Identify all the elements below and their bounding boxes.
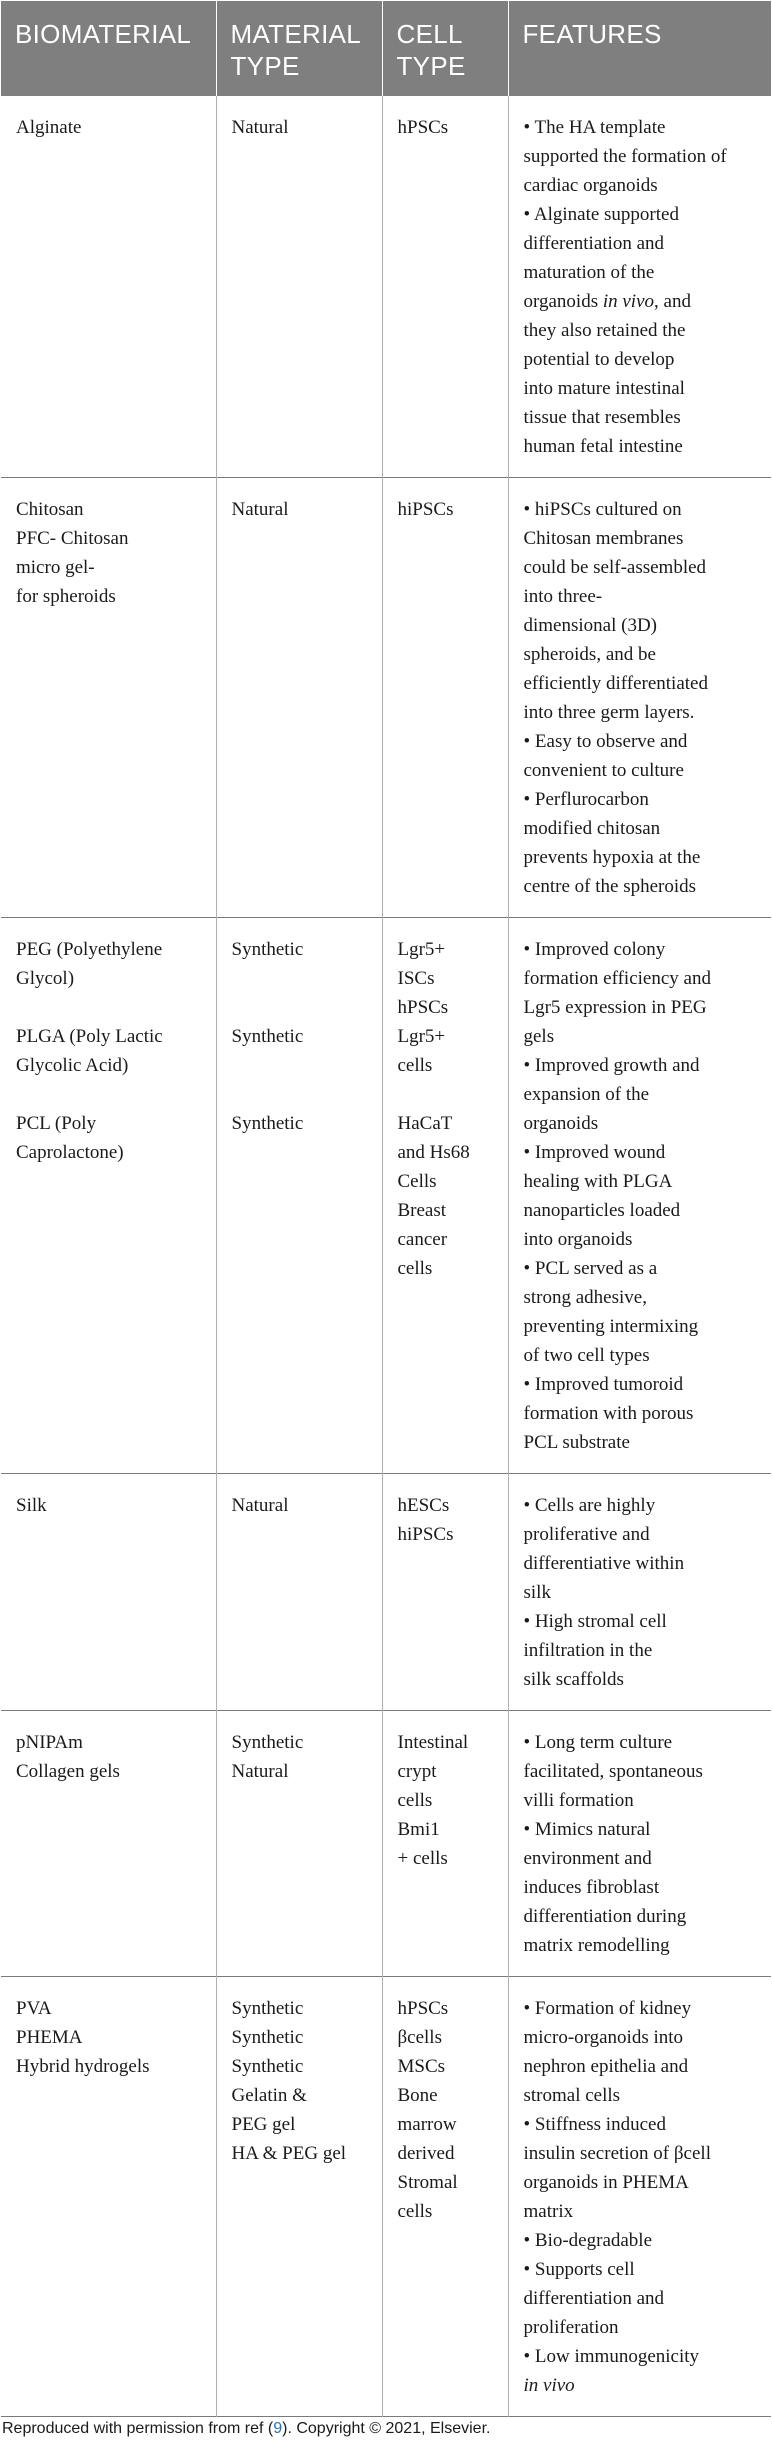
cell-text-line: • High stromal cell [523,1611,667,1632]
cell-text-line: HA & PEG gel [231,2143,347,2164]
table-row [1,1474,771,1711]
features-cell [508,1711,771,1977]
cell-text-line: gels [523,1026,555,1047]
cell-text-line: HaCaT [397,1113,453,1134]
cell-text-line: Alginate [16,117,82,138]
cell-text-line: • PCL served as a [523,1258,658,1279]
cell-text-line: supported the formation of [523,146,727,167]
line-spacer [16,1080,204,1109]
features-cell [508,1474,771,1711]
cell-text-line: maturation of the [523,262,655,283]
cell-text-line: silk scaffolds [523,1669,624,1690]
biomaterial-cell [1,478,216,918]
cell-text-line: • Easy to observe and [523,731,688,752]
cell-text-line: centre of the spheroids [523,876,697,897]
header-line: CELL [396,19,463,49]
material-type-cell [216,478,382,918]
cell-text-line: cells [397,2201,433,2222]
cell-type-cell [382,1711,508,1977]
cell-text-line: hPSCs [397,1998,449,2019]
cell-text-line: cancer [397,1229,448,1250]
cell-text-line: formation with porous [523,1403,694,1424]
header-line: TYPE [396,51,466,81]
line-spacer [16,993,204,1022]
material-type-cell [216,1474,382,1711]
cell-text-line: marrow [397,2114,457,2135]
cell-text-line: Natural [231,1495,289,1516]
material-type-cell [216,96,382,478]
cell-type-cell [382,96,508,478]
cell-text-line: healing with PLGA [523,1171,673,1192]
cell-text-line: • Formation of kidney [523,1998,692,2019]
cell-text-line: Lgr5+ [397,939,446,960]
biomaterial-cell [1,1977,216,2417]
cell-text-line: organoids in PHEMA [523,2172,689,2193]
cell-text-line: PVA [16,1998,52,2019]
table-caption [2,2418,490,2440]
biomaterial-cell [1,1474,216,1711]
material-type-cell [216,1977,382,2417]
cell-text-line: spheroids, and be [523,644,656,665]
cell-text-line: Lgr5 expression in PEG [523,997,707,1018]
cell-text-line: and Hs68 [397,1142,470,1163]
cell-text-line: cells [397,1258,433,1279]
cell-text-line: tissue that resembles [523,407,681,428]
cell-text-line: PEG (Polyethylene [16,939,163,960]
cell-text-line: insulin secretion of βcell [523,2143,711,2164]
cell-text-line: micro gel- [16,557,95,578]
cell-text-line: • Improved colony [523,939,666,960]
cell-text-line: Stromal [397,2172,458,2193]
cell-text-line: PEG gel [231,2114,296,2135]
cell-text-line: prevents hypoxia at the [523,847,701,868]
cell-text-line: • The HA template [523,117,666,138]
cell-text-line: hESCs [397,1495,450,1516]
cell-text-line: • hiPSCs cultured on [523,499,682,520]
cell-text-line: in vivo [523,2375,575,2396]
cell-text-line: Caprolactone) [16,1142,124,1163]
cell-text-line: pNIPAm [16,1732,83,1753]
caption-text-before: Reproduced with permission from ref ( [2,2420,274,2437]
cell-text-line: • Supports cell [523,2259,635,2280]
biomaterial-cell [1,96,216,478]
cell-text-line: modified chitosan [523,818,661,839]
table-row [1,1711,771,1977]
cell-text-line: Natural [231,499,289,520]
cell-text-line: for spheroids [16,586,116,607]
cell-text-line: Cells [397,1171,437,1192]
cell-text-line: βcells [397,2027,442,2048]
features-cell [508,1977,771,2417]
cell-text-line: Synthetic [231,1026,304,1047]
line-spacer [398,1080,496,1109]
cell-text-line: + cells [397,1848,448,1869]
cell-text-line: Synthetic [231,939,304,960]
cell-text-line: nephron epithelia and [523,2056,689,2077]
cell-text-line: Natural [231,1761,289,1782]
material-type-cell [216,1711,382,1977]
biomaterials-table-container [1,1,771,2417]
table-row [1,1977,771,2417]
cell-text-line: cells [397,1055,433,1076]
cell-text-line: Synthetic [231,1998,304,2019]
cell-text-line: • Bio-degradable [523,2230,653,2251]
cell-text-line: cells [397,1790,433,1811]
cell-text-line: into three- [523,586,603,607]
cell-text-line: human fetal intestine [523,436,683,457]
cell-text-line: crypt [397,1761,437,1782]
cell-text-line: Intestinal [397,1732,469,1753]
cell-text-line: villi formation [523,1790,634,1811]
cell-text-line: matrix [523,2201,574,2222]
cell-text-line: Bmi1 [397,1819,440,1840]
cell-text-line: proliferation [523,2317,619,2338]
cell-text-line: differentiation and [523,2288,665,2309]
header-line: BIOMATERIAL [15,19,192,49]
line-spacer [232,964,370,993]
features-cell [508,96,771,478]
cell-text-line: stromal cells [523,2085,621,2106]
cell-text-line: • Perflurocarbon [523,789,649,810]
cell-text-line: hPSCs [397,997,449,1018]
cell-text-line: convenient to culture [523,760,684,781]
cell-text-line: preventing intermixing [523,1316,699,1337]
cell-text-line: Breast [397,1200,447,1221]
biomaterial-cell [1,1711,216,1977]
header-row [1,1,771,96]
cell-text-line: proliferative and [523,1524,650,1545]
biomaterials-table [1,1,771,2417]
features-cell [508,478,771,918]
header-biomaterial [1,1,216,96]
line-spacer [232,993,370,1022]
cell-text-line: • Stiffness induced [523,2114,666,2135]
cell-text-line: Chitosan [16,499,84,520]
cell-text-line: PCL substrate [523,1432,630,1453]
cell-text-line: hiPSCs [397,1524,454,1545]
reference-link[interactable]: 9 [273,2420,283,2437]
cell-text-line: Gelatin & [231,2085,307,2106]
cell-text-line: dimensional (3D) [523,615,658,636]
cell-text-line: MSCs [397,2056,446,2077]
table-body [1,96,771,2417]
material-type-cell [216,918,382,1474]
cell-text-line: Glycol) [16,968,75,989]
cell-text-line: differentiation during [523,1906,687,1927]
cell-text-line: PCL (Poly [16,1113,97,1134]
cell-text-line: into mature intestinal [523,378,685,399]
cell-text-line: cardiac organoids [523,175,658,196]
cell-text-line: nanoparticles loaded [523,1200,681,1221]
cell-text-line: differentiation and [523,233,665,254]
cell-type-cell [382,918,508,1474]
cell-text-line: Bone [397,2085,438,2106]
cell-text-line: PHEMA [16,2027,83,2048]
cell-text-line: formation efficiency and [523,968,711,989]
header-material-type [216,1,382,96]
biomaterial-cell [1,918,216,1474]
line-spacer [232,1080,370,1109]
cell-text-line: Natural [231,117,289,138]
cell-text-line: PFC- Chitosan [16,528,129,549]
cell-text-line: Collagen gels [16,1761,120,1782]
table-row [1,478,771,918]
cell-text-line: into organoids [523,1229,633,1250]
cell-text-line: efficiently differentiated [523,673,708,694]
header-line: FEATURES [522,19,662,49]
cell-text-line: • Improved tumoroid [523,1374,684,1395]
features-cell [508,918,771,1474]
cell-text-line: • Alginate supported [523,204,679,225]
cell-text-line: Lgr5+ [397,1026,446,1047]
cell-text-line: facilitated, spontaneous [523,1761,703,1782]
cell-text-line: Glycolic Acid) [16,1055,129,1076]
cell-text-line: silk [523,1582,551,1603]
cell-text-line: infiltration in the [523,1640,653,1661]
cell-text-line: Synthetic [231,1113,304,1134]
table-row [1,96,771,478]
cell-text-line: potential to develop [523,349,675,370]
cell-text-line: they also retained the [523,320,686,341]
cell-text-line: organoids [523,1113,599,1134]
cell-text-line: micro-organoids into [523,2027,684,2048]
cell-text-line: • Mimics natural [523,1819,651,1840]
cell-text-line: • Long term culture [523,1732,673,1753]
cell-text-line: derived [397,2143,455,2164]
cell-text-line: Synthetic [231,2027,304,2048]
cell-text-line: differentiative within [523,1553,685,1574]
header-cell-type [382,1,508,96]
cell-text-line: induces fibroblast [523,1877,660,1898]
cell-type-cell [382,1977,508,2417]
cell-text-line: Synthetic [231,1732,304,1753]
cell-text-line: into three germ layers. [523,702,695,723]
cell-text-line: organoids in vivo, and [523,291,691,312]
cell-text-line: • Improved growth and [523,1055,700,1076]
line-spacer [232,1051,370,1080]
cell-text-line: strong adhesive, [523,1287,647,1308]
cell-text-line: of two cell types [523,1345,650,1366]
cell-text-line: • Low immunogenicity [523,2346,700,2367]
cell-text-line: expansion of the [523,1084,650,1105]
cell-type-cell [382,1474,508,1711]
cell-text-line: matrix remodelling [523,1935,670,1956]
header-features [508,1,771,96]
cell-text-line: Synthetic [231,2056,304,2077]
cell-text-line: PLGA (Poly Lactic [16,1026,163,1047]
cell-text-line: Chitosan membranes [523,528,684,549]
cell-text-line: hiPSCs [397,499,454,520]
cell-type-cell [382,478,508,918]
table-row [1,918,771,1474]
cell-text-line: hPSCs [397,117,449,138]
cell-text-line: could be self-assembled [523,557,707,578]
cell-text-line: ISCs [397,968,435,989]
header-line: TYPE [230,51,300,81]
cell-text-line: • Cells are highly [523,1495,656,1516]
cell-text-line: Silk [16,1495,47,1516]
cell-text-line: • Improved wound [523,1142,666,1163]
cell-text-line: Hybrid hydrogels [16,2056,150,2077]
cell-text-line: environment and [523,1848,652,1869]
caption-text-after: ). Copyright © 2021, Elsevier. [282,2420,491,2437]
header-line: MATERIAL [230,19,361,49]
